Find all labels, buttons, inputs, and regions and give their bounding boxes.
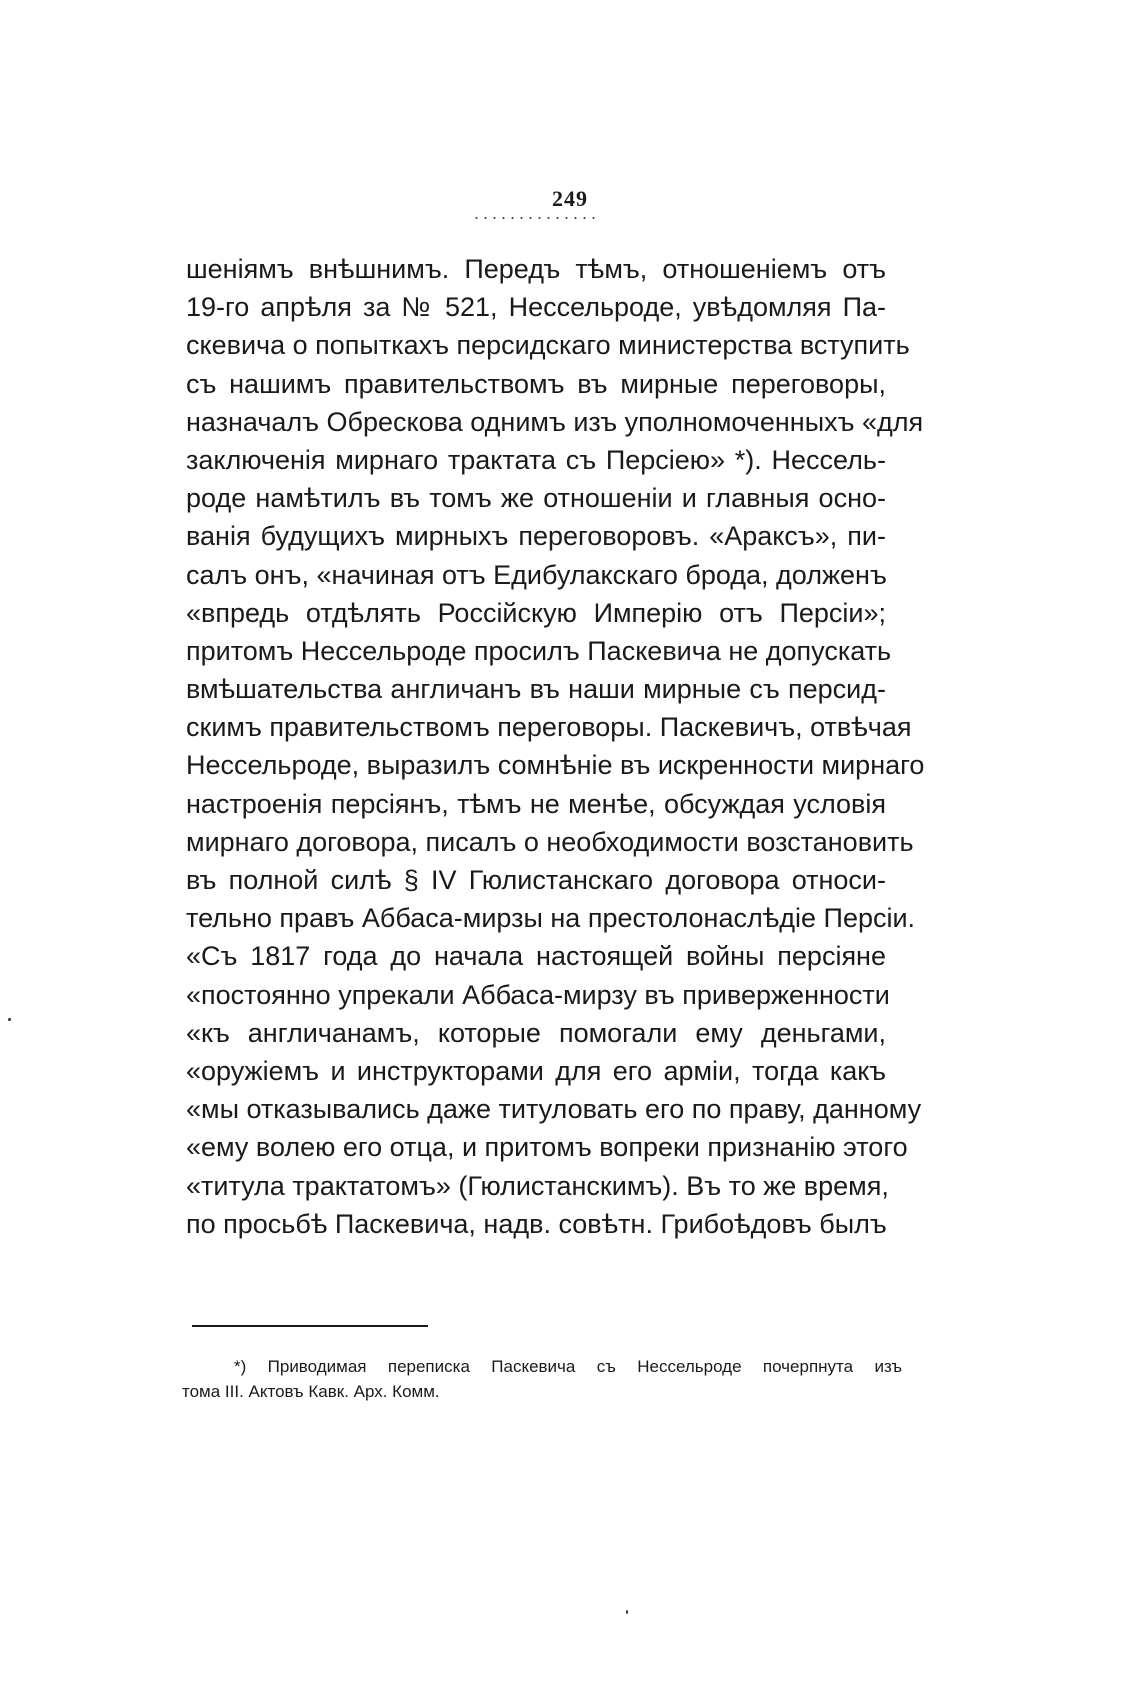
text-line: 19-го апрѣля за № 521, Нессельроде, увѣдомляя Па- [186, 292, 886, 323]
footnote-line: тома III. Актовъ Кавк. Арх. Комм. [182, 1382, 440, 1401]
page-number: 249 [552, 186, 588, 211]
text-line: «титула трактатомъ» (Гюлистанскимъ). Въ то же время, [186, 1170, 889, 1201]
text-line: вмѣшательства англичанъ въ наши мирные съ персид- [186, 674, 886, 705]
text-line: «оружіемъ и инструкторами для его арміи, тогда какъ [186, 1055, 886, 1086]
text-line: скимъ правительствомъ переговоры. Паскевичъ, отвѣчая [186, 712, 912, 743]
text-line: по просьбѣ Паскевича, надв. совѣтн. Грибоѣдовъ былъ [186, 1208, 887, 1239]
text-line: «постоянно упрекали Аббаса-мирзу въ приверженности [186, 979, 890, 1010]
page-number-ornament [472, 216, 598, 220]
text-line: съ нашимъ правительствомъ въ мирные переговоры, [186, 368, 886, 399]
text-line: «впредь отдѣлять Россійскую Имперію отъ Персіи»; [186, 597, 886, 628]
text-line: «къ англичанамъ, которые помогали ему деньгами, [186, 1017, 886, 1048]
text-line: ванія будущихъ мирныхъ переговоровъ. «Араксъ», пи- [186, 521, 886, 552]
text-line: скевича о попыткахъ персидскаго министерства вступить [186, 330, 910, 361]
text-line: «Съ 1817 года до начала настоящей войны персіяне [186, 941, 886, 972]
text-line: роде намѣтилъ въ томъ же отношеніи и главныя осно- [186, 483, 886, 514]
footnote-separator [192, 1325, 428, 1327]
text-line: въ полной силѣ § IV Гюлистанскаго договора относи- [186, 865, 886, 895]
footnote [182, 1354, 902, 1404]
text-line: «мы отказывались даже титуловать его по праву, данному [186, 1094, 922, 1125]
text-line: «ему волею его отца, и притомъ вопреки признанію этого [186, 1132, 908, 1163]
text-line: мирнаго договора, писалъ о необходимости возстановить [186, 826, 914, 857]
text-line: шеніямъ внѣшнимъ. Передъ тѣмъ, отношеніемъ отъ [186, 254, 886, 284]
text-line: заключенія мирнаго трактата съ Персіею» *). Нессель- [186, 444, 886, 475]
scan-speck [626, 1610, 628, 1614]
footnote-line: *) Приводимая переписка Паскевича съ Нессельроде почерпнута изъ [234, 1357, 902, 1376]
text-line: настроенія персіянъ, тѣмъ не менѣе, обсуждая условія [186, 788, 886, 819]
text-line: Нессельроде, выразилъ сомнѣніе въ искренности мирнаго [186, 750, 925, 781]
scan-speck [8, 1018, 11, 1021]
text-line: салъ онъ, «начиная отъ Едибулакскаго брода, долженъ [186, 559, 887, 590]
text-line: тельно правъ Аббаса-мирзы на престолонаслѣдіе Персіи. [186, 903, 916, 934]
body-text [186, 250, 925, 1243]
text-line: назначалъ Обрескова однимъ изъ уполномоченныхъ «для [186, 406, 924, 437]
text-line: притомъ Нессельроде просилъ Паскевича не допускать [186, 635, 892, 666]
